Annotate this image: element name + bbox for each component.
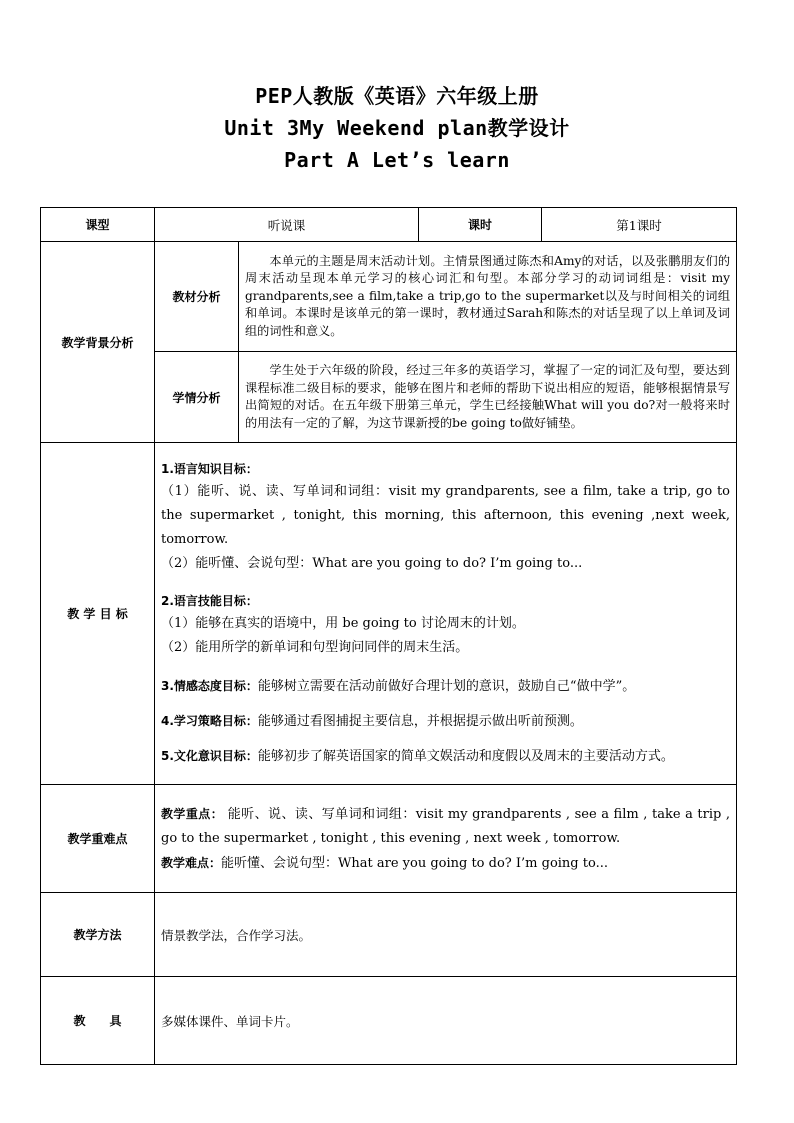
culture-goal	[161, 744, 730, 769]
tools-label: 教 具	[41, 977, 155, 1065]
skill-goal-heading: 2.语言技能目标：	[161, 594, 258, 608]
teaching-difficulty-text: 能听懂、会说句型：What are you going to do? I’m going to...	[221, 855, 608, 871]
strategy-goal-heading: 4.学习策略目标：	[161, 714, 258, 728]
row-tools	[41, 977, 737, 1065]
key-points-cell	[155, 785, 737, 893]
row-material-analysis	[41, 242, 737, 352]
row-key-points	[41, 785, 737, 893]
title-line-1: PEP人教版《英语》六年级上册	[255, 84, 539, 108]
knowledge-goal-heading: 1.语言知识目标：	[161, 462, 258, 476]
teaching-focus-heading: 教学重点：	[161, 806, 224, 821]
tools-value: 多媒体课件、单词卡片。	[155, 977, 737, 1065]
knowledge-goal-2: （2）能听懂、会说句型：What are you going to do? I’m going to...	[161, 556, 583, 571]
document-title	[0, 80, 794, 176]
skill-goal-1: （1）能够在真实的语境中，用 be going to 讨论周末的计划。	[161, 616, 525, 631]
skill-goal-2: （2）能用所学的新单词和句型询问同伴的周末生活。	[161, 640, 469, 655]
student-analysis-label: 学情分析	[155, 352, 239, 443]
culture-goal-heading: 5.文化意识目标：	[161, 749, 258, 763]
student-analysis-cell	[239, 352, 737, 443]
teaching-focus-text: 能听、说、读、写单词和词组：visit my grandparents , see a film , take a trip , go to the supermarket , tonight , this evening , next week , tomorrow.	[161, 806, 731, 846]
knowledge-goal-1: （1）能听、说、读、写单词和词组：visit my grandparents, see a film, take a trip, go to the supermarket , tonight, this morning, this afternoon, this evening ,next week, tomorrow.	[161, 484, 731, 547]
row-lesson-type	[41, 208, 737, 242]
material-analysis-text: 本单元的主题是周末活动计划。主情景图通过陈杰和Amy的对话，以及张鹏朋友们的周末活动呈现本单元学习的核心词汇和句型。本部分学习的动词词组是：visit my grandparents,see a film,take a trip,go to the supermarket以及与时间相关的词组和单词。本课时是该单元的第一课时，教材通过Sarah和陈杰的对话呈现了以上单词及词组的词性和意义。	[245, 253, 731, 338]
attitude-goal-text: 能够树立需要在活动前做好合理计划的意识，鼓励自己“做中学”。	[257, 679, 636, 694]
culture-goal-text: 能够初步了解英语国家的简单文娱活动和度假以及周末的主要活动方式。	[257, 749, 674, 764]
background-analysis-label: 教学背景分析	[41, 242, 155, 443]
lesson-type-value: 听说课	[155, 208, 419, 242]
teaching-focus	[161, 802, 730, 851]
lesson-plan-table	[40, 207, 737, 1065]
strategy-goal	[161, 709, 730, 734]
lesson-type-label: 课型	[41, 208, 155, 242]
class-hours-value: 第1课时	[542, 208, 737, 242]
title-line-3: Part A Let’s learn	[284, 148, 510, 172]
attitude-goal	[161, 674, 730, 699]
teaching-difficulty	[161, 851, 730, 876]
teaching-difficulty-heading: 教学难点：	[161, 855, 222, 870]
objectives-cell	[155, 443, 737, 785]
material-analysis-label: 教材分析	[155, 242, 239, 352]
objectives-label: 教 学 目 标	[41, 443, 155, 785]
strategy-goal-text: 能够通过看图捕捉主要信息，并根据提示做出听前预测。	[257, 714, 583, 729]
row-objectives	[41, 443, 737, 785]
key-points-label: 教学重难点	[41, 785, 155, 893]
row-methods	[41, 893, 737, 977]
title-line-2: Unit 3My Weekend plan教学设计	[224, 116, 570, 140]
methods-value: 情景教学法，合作学习法。	[155, 893, 737, 977]
material-analysis-cell	[239, 242, 737, 352]
student-analysis-text: 学生处于六年级的阶段，经过三年多的英语学习，掌握了一定的词汇及句型，要达到课程标准二级目标的要求，能够在图片和老师的帮助下说出相应的短语，能够根据情景写出简短的对话。在五年级下册第三单元，学生已经接触What will you do?对一般将来时的用法有一定的了解，为这节课新授的be going to做好铺垫。	[245, 363, 731, 430]
attitude-goal-heading: 3.情感态度目标：	[161, 679, 258, 693]
class-hours-label: 课时	[419, 208, 542, 242]
methods-label: 教学方法	[41, 893, 155, 977]
